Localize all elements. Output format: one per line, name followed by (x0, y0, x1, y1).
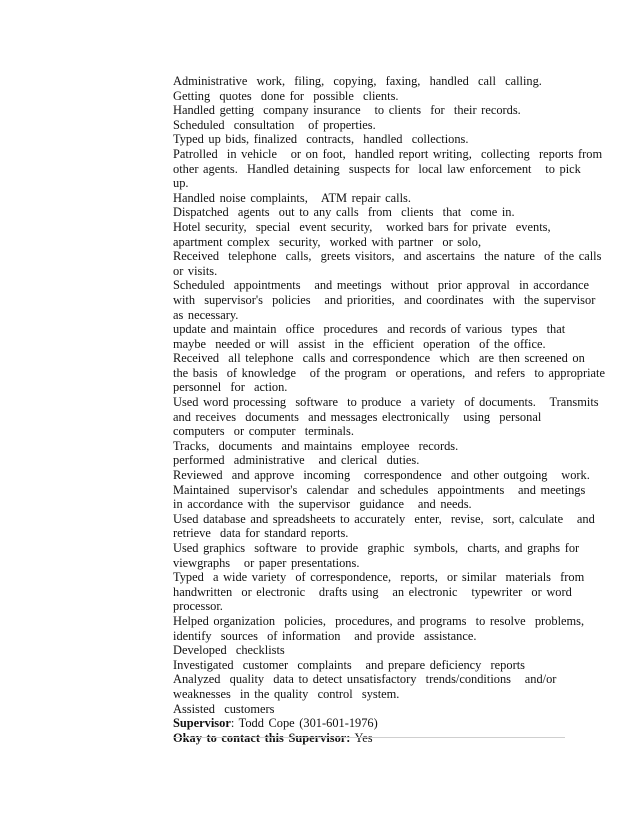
text-line: Assisted customers (173, 701, 275, 716)
text-line: other agents. Handled detaining suspects for local law enforcement to pick (173, 161, 581, 176)
text-line: identify sources of information and provide assistance. (173, 628, 477, 643)
text-line: Investigated customer complaints and prepare deficiency reports (173, 657, 525, 672)
text-line: Dispatched agents out to any calls from clients that come in. (173, 205, 515, 220)
text-line: personnel for action. (173, 380, 288, 395)
text-line: viewgraphs or paper presentations. (173, 555, 360, 570)
text-line: as necessary. (173, 307, 239, 322)
text-line: the basis of knowledge of the program or operations, and refers to appropriate (173, 365, 605, 380)
duties-list (173, 74, 605, 716)
supervisor-value: : Todd Cope (301-601-1976) (230, 716, 378, 731)
text-line: Used graphics software to provide graphic symbols, charts, and graphs for (173, 541, 580, 555)
text-line: Typed a wide variety of correspondence, reports, or similar materials from (173, 570, 585, 585)
text-line: maybe needed or will assist in the efficient operation of the office. (173, 336, 546, 351)
text-line: Scheduled consultation of properties. (173, 117, 376, 132)
text-line: Getting quotes done for possible clients. (173, 88, 399, 103)
text-line: Used word processing software to produce a variety of documents. Transmits (173, 395, 599, 410)
text-line: Handled noise complaints, ATM repair calls. (173, 190, 411, 205)
text-line: Received all telephone calls and correspondence which are then screened on (173, 351, 585, 366)
text-line: with supervisor's policies and priorities, and coordinates with the supervisor (173, 292, 596, 307)
text-line: Used database and spreadsheets to accurately enter, revise, sort, calculate and (173, 511, 595, 526)
text-line: Helped organization policies, procedures, and programs to resolve problems, (173, 613, 585, 628)
text-line: Tracks, documents and maintains employee records. (173, 438, 459, 453)
text-line: Scheduled appointments and meetings without prior approval in accordance (173, 278, 590, 293)
supervisor-label: Supervisor (173, 716, 231, 731)
text-line: Maintained supervisor's calendar and schedules appointments and meetings (173, 482, 586, 497)
text-line: and receives documents and messages electronically using personal (173, 409, 542, 424)
text-line: computers or computer terminals. (173, 424, 354, 439)
text-line: up. (173, 176, 189, 191)
text-line: Typed up bids, finalized contracts, handled collections. (173, 132, 469, 147)
section-divider (173, 737, 565, 738)
text-line: Patrolled in vehicle or on foot, handled report writing, collecting reports from (173, 146, 603, 161)
contact-permission-line (173, 731, 565, 746)
text-line: handwritten or electronic drafts using an electronic typewriter or word (173, 584, 572, 599)
contact-permission-label: Okay to contact this Supervisor: (173, 730, 351, 745)
text-line: in accordance with the supervisor guidance and needs. (173, 497, 472, 512)
text-line: performed administrative and clerical duties. (173, 453, 420, 468)
text-line: update and maintain office procedures and records of various types that (173, 322, 566, 337)
text-line: Developed checklists (173, 643, 285, 658)
text-line: Hotel security, special event security, worked bars for private events, (173, 219, 551, 234)
text-line: apartment complex security, worked with partner or solo, (173, 234, 482, 249)
text-line: Received telephone calls, greets visitors, and ascertains the nature of the calls (173, 249, 602, 264)
text-line: processor. (173, 599, 223, 614)
job-duties-text (173, 74, 605, 745)
text-line: or visits. (173, 263, 218, 278)
contact-permission-value: Yes (350, 730, 373, 745)
text-line: Reviewed and approve incoming correspondence and other outgoing work. (173, 468, 590, 483)
text-line: weaknesses in the quality control system. (173, 686, 400, 701)
text-line: Handled getting company insurance to clients for their records. (173, 103, 521, 118)
text-line: retrieve data for standard reports. (173, 526, 349, 541)
text-line: Analyzed quality data to detect unsatisfactory trends/conditions and/or (173, 672, 557, 687)
supervisor-line (173, 716, 565, 731)
text-line: Administrative work, filing, copying, faxing, handled call calling. (173, 74, 542, 88)
